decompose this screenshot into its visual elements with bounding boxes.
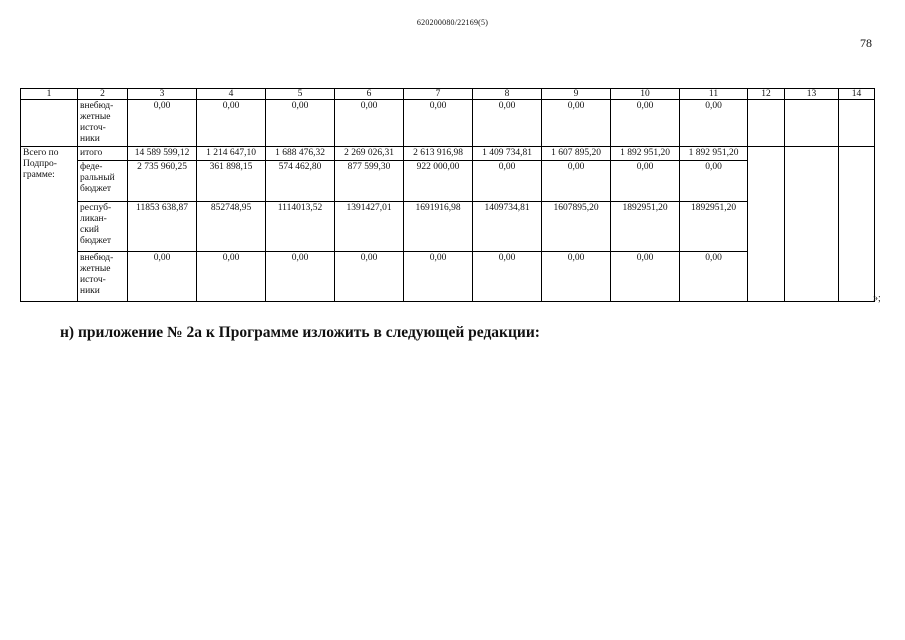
funding-table bbox=[20, 88, 875, 302]
empty-cell bbox=[839, 100, 875, 147]
value-cell: 877 599,30 bbox=[335, 161, 404, 202]
value-cell: 0,00 bbox=[335, 252, 404, 302]
value-cell: 0,00 bbox=[197, 100, 266, 147]
value-cell: 1114013,52 bbox=[266, 202, 335, 252]
value-cell: 0,00 bbox=[404, 100, 473, 147]
value-cell: 0,00 bbox=[680, 161, 748, 202]
value-cell: 2 613 916,98 bbox=[404, 147, 473, 161]
value-cell: 14 589 599,12 bbox=[128, 147, 197, 161]
column-number-13: 13 bbox=[785, 89, 839, 100]
value-cell: 0,00 bbox=[611, 252, 680, 302]
column-number-10: 10 bbox=[611, 89, 680, 100]
value-cell: 0,00 bbox=[542, 161, 611, 202]
row-label: итого bbox=[78, 147, 128, 161]
row-label: феде- ральный бюджет bbox=[78, 161, 128, 202]
amendment-paragraph: н) приложение № 2а к Программе изложить в следующей редакции: bbox=[60, 324, 540, 341]
value-cell: 1892951,20 bbox=[680, 202, 748, 252]
value-cell: 1 409 734,81 bbox=[473, 147, 542, 161]
value-cell: 11853 638,87 bbox=[128, 202, 197, 252]
value-cell: 361 898,15 bbox=[197, 161, 266, 202]
value-cell: 1409734,81 bbox=[473, 202, 542, 252]
closing-quote-mark: »; bbox=[873, 293, 881, 304]
row-label: внебюд- жетные источ- ники bbox=[78, 100, 128, 147]
value-cell: 0,00 bbox=[266, 100, 335, 147]
row-label: внебюд- жетные источ- ники bbox=[78, 252, 128, 302]
value-cell: 0,00 bbox=[473, 100, 542, 147]
table-row bbox=[21, 202, 875, 252]
value-cell: 0,00 bbox=[197, 252, 266, 302]
value-cell: 0,00 bbox=[335, 100, 404, 147]
column-number-8: 8 bbox=[473, 89, 542, 100]
value-cell: 1391427,01 bbox=[335, 202, 404, 252]
value-cell: 0,00 bbox=[680, 100, 748, 147]
table-row bbox=[21, 161, 875, 202]
empty-cell bbox=[748, 100, 785, 147]
value-cell: 1 214 647,10 bbox=[197, 147, 266, 161]
value-cell: 0,00 bbox=[611, 100, 680, 147]
group-label: Всего по Подпро- грамме: bbox=[21, 147, 78, 302]
document-id: 620200080/22169(5) bbox=[416, 18, 489, 27]
table-row bbox=[21, 147, 875, 161]
value-cell: 0,00 bbox=[542, 100, 611, 147]
empty-cell bbox=[785, 100, 839, 147]
value-cell: 2 269 026,31 bbox=[335, 147, 404, 161]
value-cell: 0,00 bbox=[473, 161, 542, 202]
value-cell: 0,00 bbox=[611, 161, 680, 202]
value-cell: 0,00 bbox=[680, 252, 748, 302]
value-cell: 0,00 bbox=[128, 252, 197, 302]
row-label: респуб- ликан- ский бюджет bbox=[78, 202, 128, 252]
value-cell: 0,00 bbox=[404, 252, 473, 302]
value-cell: 1 607 895,20 bbox=[542, 147, 611, 161]
value-cell: 1892951,20 bbox=[611, 202, 680, 252]
column-number-14: 14 bbox=[839, 89, 875, 100]
column-number-5: 5 bbox=[266, 89, 335, 100]
column-number-1: 1 bbox=[21, 89, 78, 100]
value-cell: 574 462,80 bbox=[266, 161, 335, 202]
column-number-12: 12 bbox=[748, 89, 785, 100]
value-cell: 922 000,00 bbox=[404, 161, 473, 202]
column-number-7: 7 bbox=[404, 89, 473, 100]
value-cell: 1 688 476,32 bbox=[266, 147, 335, 161]
column-number-2: 2 bbox=[78, 89, 128, 100]
empty-cell bbox=[748, 147, 785, 302]
value-cell: 852748,95 bbox=[197, 202, 266, 252]
value-cell: 0,00 bbox=[128, 100, 197, 147]
table-row bbox=[21, 100, 875, 147]
value-cell: 0,00 bbox=[473, 252, 542, 302]
column-number-4: 4 bbox=[197, 89, 266, 100]
column-number-9: 9 bbox=[542, 89, 611, 100]
header-row bbox=[21, 89, 875, 100]
table-row bbox=[21, 252, 875, 302]
value-cell: 1 892 951,20 bbox=[611, 147, 680, 161]
value-cell: 2 735 960,25 bbox=[128, 161, 197, 202]
column-number-6: 6 bbox=[335, 89, 404, 100]
value-cell: 0,00 bbox=[542, 252, 611, 302]
column-number-3: 3 bbox=[128, 89, 197, 100]
value-cell: 1691916,98 bbox=[404, 202, 473, 252]
page-number: 78 bbox=[860, 36, 872, 50]
empty-cell bbox=[839, 147, 875, 302]
empty-cell bbox=[785, 147, 839, 302]
column-number-11: 11 bbox=[680, 89, 748, 100]
empty-cell bbox=[21, 100, 78, 147]
value-cell: 0,00 bbox=[266, 252, 335, 302]
value-cell: 1607895,20 bbox=[542, 202, 611, 252]
value-cell: 1 892 951,20 bbox=[680, 147, 748, 161]
